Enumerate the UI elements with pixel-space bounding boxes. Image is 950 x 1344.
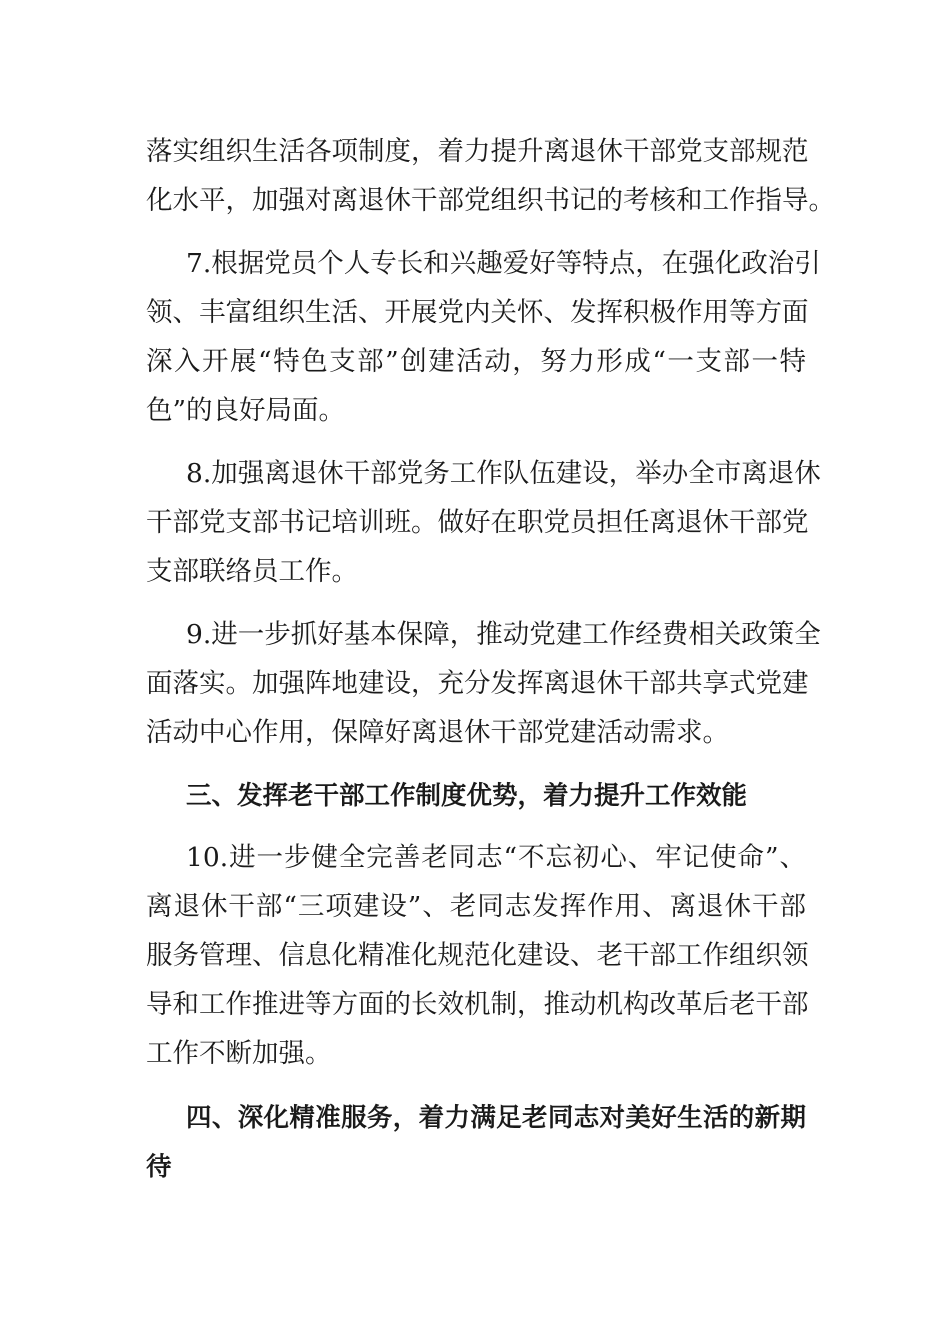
- paragraph-line: 领、丰富组织生活、开展党内关怀、发挥积极作用等方面: [146, 297, 809, 328]
- paragraph-line: 10.进一步健全完善老同志“不忘初心、牢记使命”、: [186, 842, 806, 873]
- section-heading: 四、深化精准服务，着力满足老同志对美好生活的新期: [186, 1103, 806, 1133]
- paragraph-line: 服务管理、信息化精准化规范化建设、老干部工作组织领: [146, 940, 809, 971]
- section-heading: 待: [146, 1152, 172, 1182]
- paragraph-line: 化水平，加强对离退休干部党组织书记的考核和工作指导。: [146, 185, 835, 216]
- paragraph-line: 落实组织生活各项制度，着力提升离退休干部党支部规范: [146, 136, 809, 167]
- paragraph-line: 9.进一步抓好基本保障，推动党建工作经费相关政策全: [186, 619, 821, 650]
- paragraph-line: 工作不断加强。: [146, 1038, 332, 1069]
- paragraph-line: 深入开展“特色支部”创建活动，努力形成“一支部一特: [146, 346, 806, 377]
- paragraph-line: 8.加强离退休干部党务工作队伍建设，举办全市离退休: [186, 458, 821, 489]
- paragraph-line: 活动中心作用，保障好离退休干部党建活动需求。: [146, 717, 729, 748]
- paragraph-line: 面落实。加强阵地建设，充分发挥离退休干部共享式党建: [146, 668, 809, 699]
- paragraph-line: 导和工作推进等方面的长效机制，推动机构改革后老干部: [146, 989, 809, 1020]
- paragraph-line: 干部党支部书记培训班。做好在职党员担任离退休干部党: [146, 507, 809, 538]
- section-heading: 三、发挥老干部工作制度优势，着力提升工作效能: [186, 781, 748, 811]
- paragraph-line: 7.根据党员个人专长和兴趣爱好等特点，在强化政治引: [186, 248, 821, 279]
- paragraph-line: 离退休干部“三项建设”、老同志发挥作用、离退休干部: [146, 891, 806, 922]
- paragraph-line: 色”的良好局面。: [146, 395, 346, 426]
- paragraph-line: 支部联络员工作。: [146, 556, 358, 587]
